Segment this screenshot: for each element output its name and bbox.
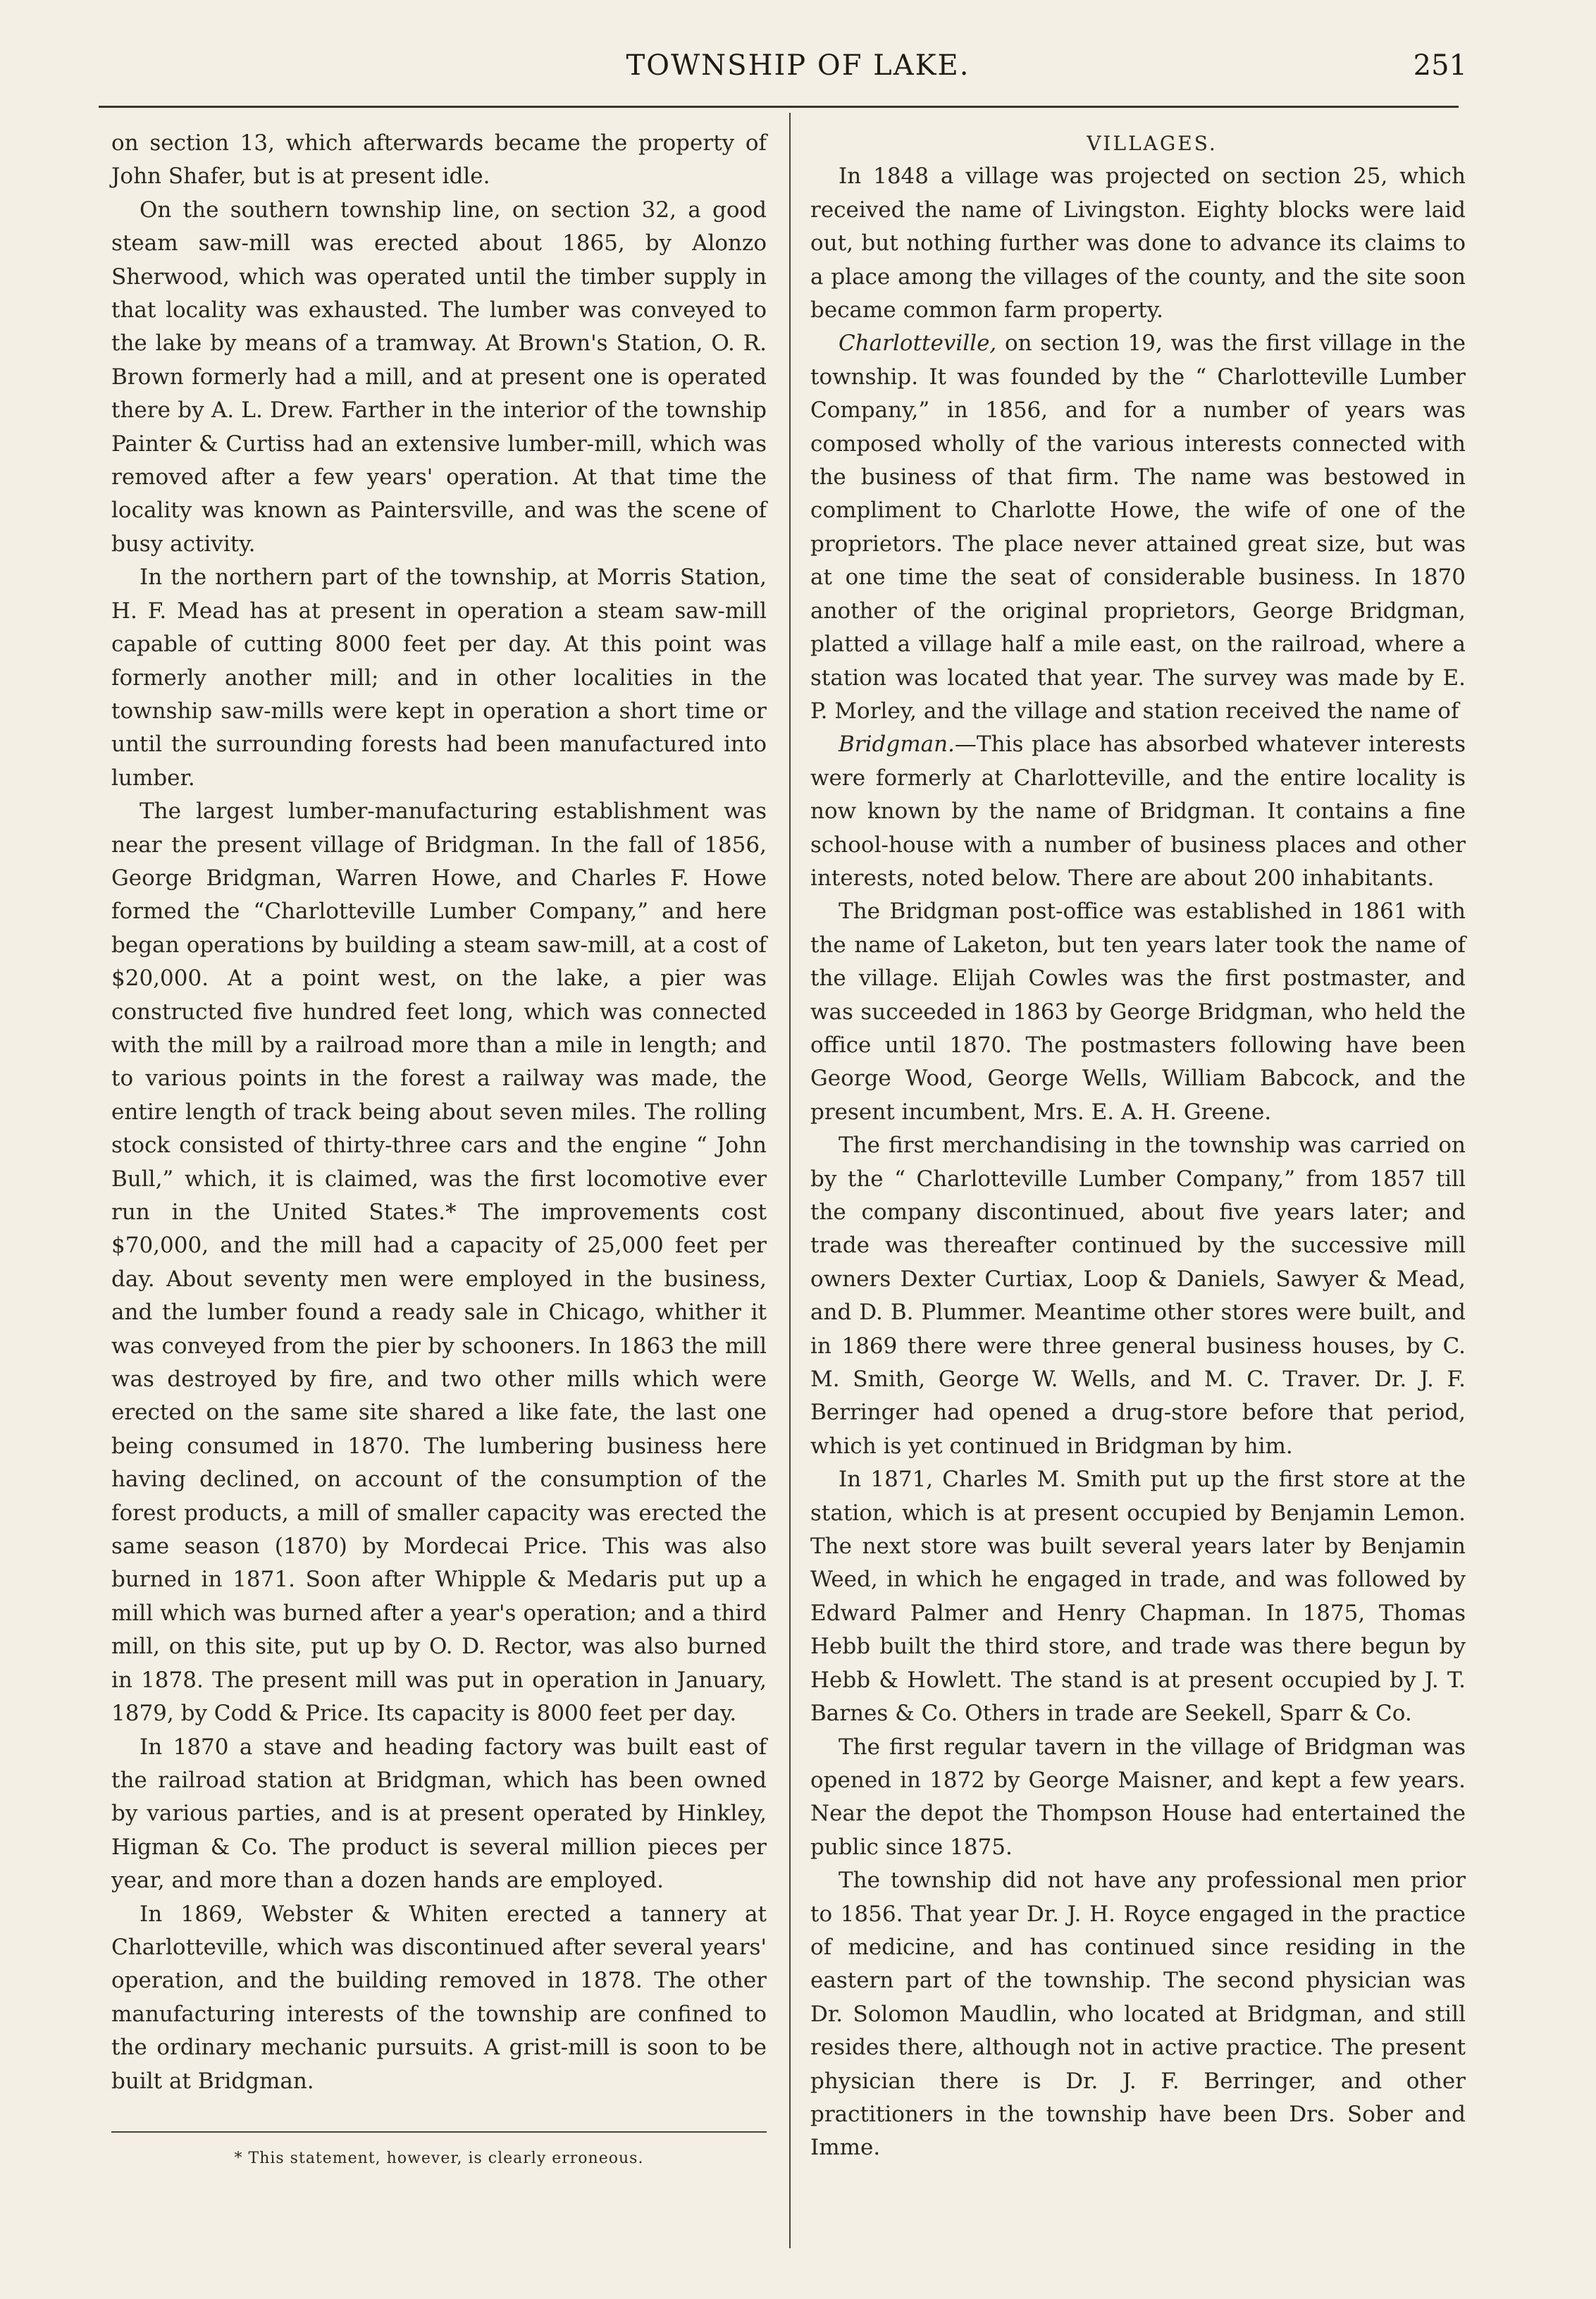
paragraph: In the northern part of the township, at Morris Station, H. F. Mead has at present in operation a steam saw-mill capable of cutting 8000 feet per day. At this point was formerly another mill; and in other localities in the township saw-mills were kept in operation a short time or until the surrounding forests had been manufactured into lumber.: [111, 565, 767, 791]
paragraph: on section 13, which afterwards became the property of John Shafer, but is at present idle.: [111, 130, 767, 190]
paragraph: The largest lumber-manufacturing establishment was near the present village of Bridgman. In the fall of 1856, George Bridgman, Warren Howe, and Charles F. Howe formed the “Charlotteville Lumber Company,” and here began operations by building a steam saw-mill, at a cost of $20,000. At a point west, on the lake, a pier was constructed five hundred feet long, which was connected with the mill by a railroad more than a mile in length; and to various points in the forest a railway was made, the entire length of track being about seven miles. The rolling stock consisted of thirty-three cars and the engine “ John Bull,” which, it is claimed, was the first locomotive ever run in the United States.* The improvements cost $70,000, and the mill had a capacity of 25,000 feet per day. About seventy men were employed in the business, and the lumber found a ready sale in Chicago, whither it was conveyed from the pier by schooners. In 1863 the mill was destroyed by fire, and two other mills which were erected on the same site shared a like fate, the last one being consumed in 1870. The lumbering business here having declined, on account of the consumption of the forest products, a mill of smaller capacity was erected the same season (1870) by Mordecai Price. This was also burned in 1871. Soon after Whipple & Medaris put up a mill which was burned after a year's operation; and a third mill, on this site, put up by O. D. Rector, was also burned in 1878. The present mill was put in operation in January, 1879, by Codd & Price. Its capacity is 8000 feet per day.: [111, 799, 767, 1727]
paragraph: The first merchandising in the township was carried on by the “ Charlotteville Lumber Company,” from 1857 till the company discontinued, about five years later; and trade was thereafter continued by the successive mill owners Dexter Curtiax, Loop & Daniels, Sawyer & Mead, and D. B. Plummer. Meantime other stores were built, and in 1869 there were three general business houses, by C. M. Smith, George W. Wells, and M. C. Traver. Dr. J. F. Berringer had opened a drug-store before that period, which is yet continued in Bridgman by him.: [810, 1133, 1466, 1459]
paragraph: The Bridgman post-office was established in 1861 with the name of Laketon, but ten years later took the name of the village. Elijah Cowles was the first postmaster, and was succeeded in 1863 by George Bridgman, who held the office until 1870. The postmasters following have been George Wood, George Wells, William Babcock, and the present incumbent, Mrs. E. A. H. Greene.: [810, 899, 1466, 1125]
footnote: * This statement, however, is clearly erroneous.: [234, 2150, 644, 2167]
running-head: TOWNSHIP OF LAKE.: [626, 49, 970, 82]
footnote-rule: [111, 2131, 767, 2133]
paragraph: The township did not have any professional men prior to 1856. That year Dr. J. H. Royce engaged in the practice of medicine, and has continued since residing in the eastern part of the township. The second physician was Dr. Solomon Maudlin, who located at Bridgman, and still resides there, although not in active practice. The present physician there is Dr. J. F. Berringer, and other practitioners in the township have been Drs. Sober and Imme.: [810, 1868, 1466, 2161]
header-rule: [99, 106, 1459, 108]
left-column: [111, 127, 767, 2098]
paragraph: In 1870 a stave and heading factory was built east of the railroad station at Bridgman, which has been owned by various parties, and is at present operated by Hinkley, Higman & Co. The product is several million pieces per year, and more than a dozen hands are employed.: [111, 1734, 767, 1894]
paragraph: In 1848 a village was projected on section 25, which received the name of Livingston. Eighty blocks were laid out, but nothing further was done to advance its claims to a place among the villages of the county, and the site soon became common farm property.: [810, 164, 1466, 323]
column-divider: [789, 113, 791, 2248]
paragraph: [810, 728, 1466, 895]
paragraph-text: —This place has absorbed whatever interests were formerly at Charlotteville, and the entire locality is now known by the name of Bridgman. It contains a fine school-house with a number of business places and other interests, noted below. There are about 200 inhabitants.: [810, 732, 1466, 891]
paragraph-text: on section 19, was the first village in the township. It was founded by the “ Charlotteville Lumber Company,” in 1856, and for a number of years was composed wholly of the various interests connected with the business of that firm. The name was bestowed in compliment to Charlotte Howe, the wife of one of the proprietors. The place never attained great size, but was at one time the seat of considerable business. In 1870 another of the original proprietors, George Bridgman, platted a village half a mile east, on the railroad, where a station was located that year. The survey was made by E. P. Morley, and the village and station received the name of: [810, 331, 1466, 724]
paragraph: [810, 327, 1466, 728]
paragraph: In 1869, Webster & Whiten erected a tannery at Charlotteville, which was discontinued after several years' operation, and the building removed in 1878. The other manufacturing interests of the township are confined to the ordinary mechanic pursuits. A grist-mill is soon to be built at Bridgman.: [111, 1901, 767, 2094]
place-name: Bridgman.: [839, 732, 955, 758]
paragraph: In 1871, Charles M. Smith put up the first store at the station, which is at present occupied by Benjamin Lemon. The next store was built several years later by Benjamin Weed, in which he engaged in trade, and was followed by Edward Palmer and Henry Chapman. In 1875, Thomas Hebb built the third store, and trade was there begun by Hebb & Howlett. The stand is at present occupied by J. T. Barnes & Co. Others in trade are Seekell, Sparr & Co.: [810, 1467, 1466, 1727]
page-number: 251: [1413, 49, 1467, 82]
paragraph: The first regular tavern in the village of Bridgman was opened in 1872 by George Maisner, and kept a few years. Near the depot the Thompson House had entertained the public since 1875.: [810, 1734, 1466, 1860]
paragraph: On the southern township line, on section 32, a good steam saw-mill was erected about 1865, by Alonzo Sherwood, which was operated until the timber supply in that locality was exhausted. The lumber was conveyed to the lake by means of a tramway. At Brown's Station, O. R. Brown formerly had a mill, and at present one is operated there by A. L. Drew. Farther in the interior of the township Painter & Curtiss had an extensive lumber-mill, which was removed after a few years' operation. At that time the locality was known as Paintersville, and was the scene of busy activity.: [111, 197, 767, 557]
section-heading: VILLAGES.: [1087, 132, 1218, 155]
right-column: [810, 127, 1466, 2165]
place-name: Charlotteville,: [839, 331, 997, 357]
